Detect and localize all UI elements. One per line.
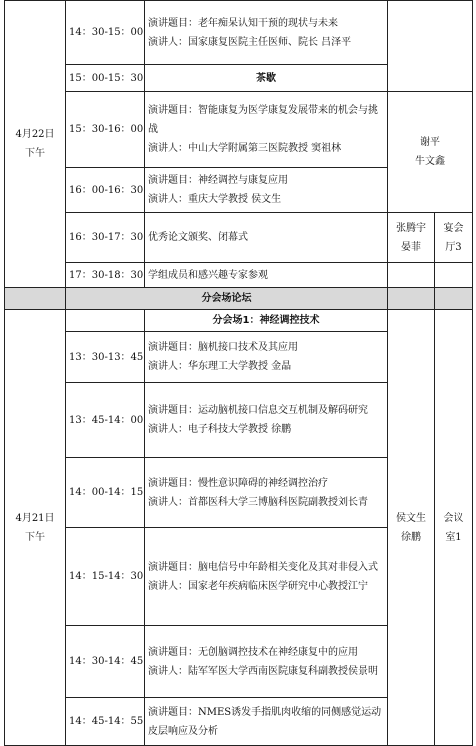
date-label: 4月22日 — [15, 129, 55, 140]
room-name: 厅3 — [445, 241, 462, 253]
talk-cell — [145, 458, 388, 528]
chair-name: 侯文生 — [396, 512, 426, 524]
talk-speaker: 演讲人：华东理工大学教授 金晶 — [148, 361, 292, 372]
time-cell: 15：30-16：00 — [66, 92, 145, 168]
break-cell: 茶歇 — [145, 65, 388, 92]
time-cell: 16：00-16：30 — [66, 168, 145, 213]
chair-cell — [388, 310, 435, 746]
talk-title: 演讲题目：无创脑调控技术在神经康复中的应用 — [148, 646, 358, 658]
date-cell — [5, 1, 66, 288]
talk-title: 演讲题目：神经调控与康复应用 — [148, 175, 288, 186]
chair-name: 牛文鑫 — [415, 156, 445, 167]
time-cell: 16：30-17：30 — [66, 213, 145, 263]
talk-title: 演讲题目：运动脑机接口信息交互机制及解码研究 — [148, 405, 368, 416]
talk-cell — [145, 168, 388, 213]
chair-name: 晏菲 — [401, 241, 421, 253]
chair-cell — [388, 92, 473, 213]
chair-name: 谢平 — [420, 137, 440, 148]
time-cell: 14：45-14：55 — [66, 698, 145, 746]
time-cell: 13：30-13：45 — [66, 332, 145, 383]
talk-speaker: 演讲人：首都医科大学三博脑科医院副教授刘长青 — [148, 496, 368, 508]
table-row — [5, 213, 473, 263]
time-cell: 14：15-14：30 — [66, 528, 145, 626]
talk-title: 演讲题目：NMES诱发手指肌肉收缩的同侧感觉运动皮层响应及分析 — [148, 706, 382, 737]
room-name: 宴会 — [443, 222, 464, 234]
talk-title: 演讲题目：老年痴呆认知干预的现状与未来 — [148, 17, 338, 29]
talk-speaker: 演讲人：电子科技大学教授 徐鹏 — [148, 424, 292, 435]
talk-title: 演讲题目：智能康复为医学康复发展带来的机会与挑战 — [148, 105, 378, 135]
time-cell: 13：45-14：00 — [66, 383, 145, 458]
date-cell — [5, 310, 66, 746]
talk-speaker: 演讲人：中山大学附属第三医院教授 窦祖林 — [148, 143, 342, 154]
chair-name: 张腾宇 — [396, 222, 426, 234]
talk-speaker: 演讲人：国家老年疾病临床医学研究中心教授江宁 — [148, 580, 368, 592]
talk-cell — [145, 698, 388, 746]
time-cell: 15：00-15：30 — [66, 65, 145, 92]
room-cell — [435, 213, 473, 263]
room-name: 室1 — [445, 531, 462, 543]
talk-cell — [145, 92, 388, 168]
table-row — [5, 310, 473, 332]
talk-cell — [145, 332, 388, 383]
chair-name: 徐鹏 — [401, 531, 421, 543]
table-row — [5, 92, 473, 168]
talk-cell — [145, 383, 388, 458]
table-row — [5, 288, 473, 310]
time-cell: 14：30-15：00 — [66, 1, 145, 65]
talk-speaker: 演讲人：陆军军医大学西南医院康复科副教授侯景明 — [148, 665, 378, 677]
talk-cell: 优秀论文颁奖、闭幕式 — [145, 213, 388, 263]
talk-title: 演讲题目：慢性意识障碍的神经调控治疗 — [148, 477, 328, 489]
time-cell: 14：00-14：15 — [66, 458, 145, 528]
empty-cell — [435, 263, 473, 288]
date-label: 4月21日 — [15, 512, 55, 524]
period-label: 下午 — [25, 531, 45, 543]
section-title: 分会场论坛 — [66, 288, 388, 310]
talk-cell — [145, 1, 388, 65]
talk-speaker: 演讲人：重庆大学教授 侯文生 — [148, 194, 282, 205]
talk-speaker: 演讲人：国家康复医院主任医师、院长 吕泽平 — [148, 36, 352, 48]
section-title-left — [5, 288, 66, 310]
empty-cell — [66, 310, 145, 332]
time-cell: 17：30-18：30 — [66, 263, 145, 288]
time-cell: 14：30-14：45 — [66, 626, 145, 698]
talk-cell — [145, 626, 388, 698]
section-title-right — [388, 288, 435, 310]
empty-cell — [388, 263, 435, 288]
award-chair-cell — [388, 213, 435, 263]
room-name: 会议 — [443, 512, 464, 524]
table-row — [5, 1, 473, 65]
schedule-table — [4, 0, 473, 746]
section-title-right — [435, 288, 473, 310]
table-row — [5, 263, 473, 288]
subsection-title: 分会场1：神经调控技术 — [145, 310, 388, 332]
period-label: 下午 — [25, 148, 45, 159]
talk-cell: 学组成员和感兴趣专家参观 — [145, 263, 388, 288]
talk-title: 演讲题目：脑电信号中年龄相关变化及其对非侵入式 — [148, 561, 378, 573]
empty-cell — [388, 1, 473, 92]
talk-title: 演讲题目：脑机接口技术及其应用 — [148, 342, 298, 353]
talk-cell — [145, 528, 388, 626]
room-cell — [435, 310, 473, 746]
